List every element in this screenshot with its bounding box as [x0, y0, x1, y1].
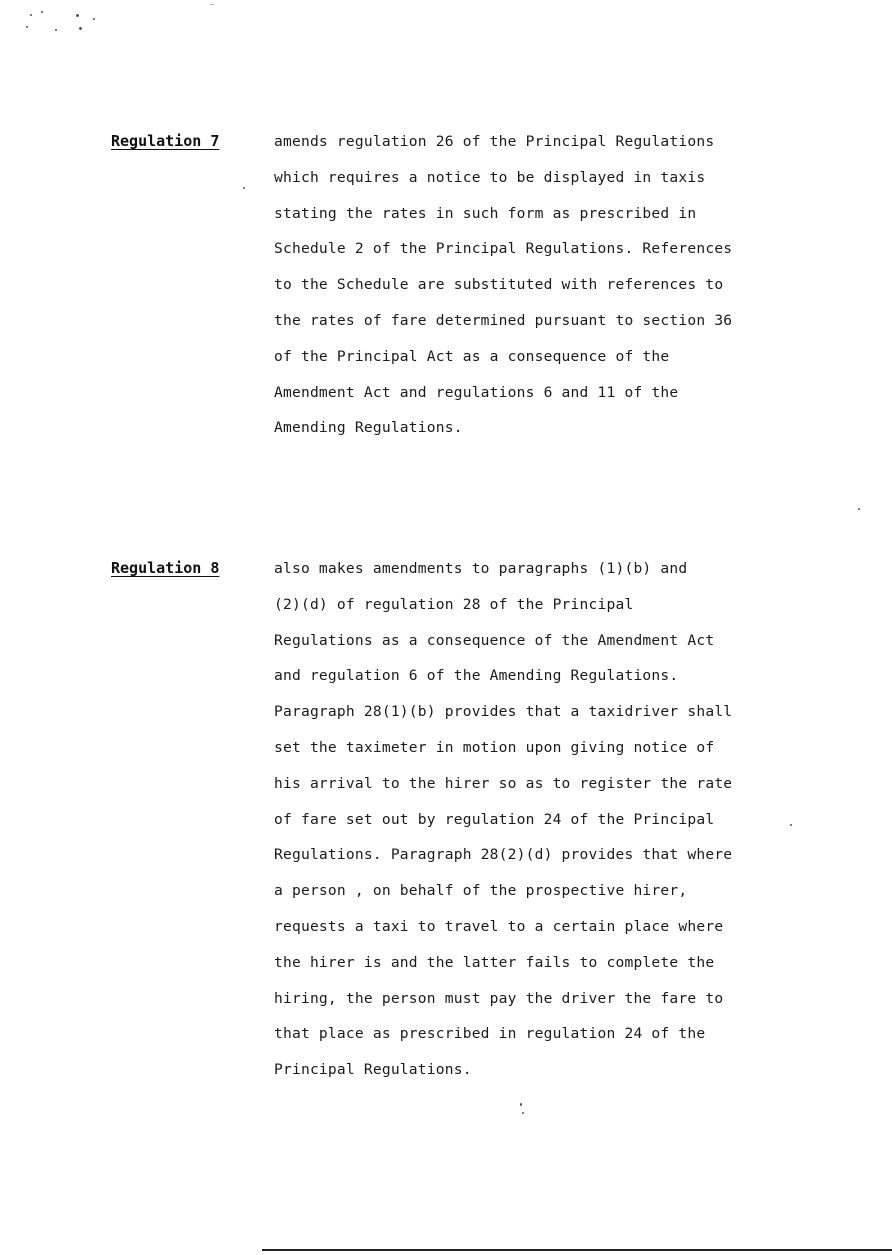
text-line: which requires a notice to be displayed in taxis: [274, 168, 706, 186]
regulation-8-heading: Regulation 8: [111, 559, 220, 577]
text-line: his arrival to the hirer so as to register the rate: [274, 774, 733, 792]
text-line: hiring, the person must pay the driver the fare to: [274, 989, 724, 1007]
text-line: also makes amendments to paragraphs (1)(b) and: [274, 560, 688, 577]
text-line: Regulations. Paragraph 28(2)(d) provides that where: [274, 846, 733, 864]
text-line: to the Schedule are substituted with references to: [274, 276, 724, 294]
text-line: Amendment Act and regulations 6 and 11 of the: [274, 383, 679, 401]
scan-speck: [26, 26, 28, 28]
text-line: that place as prescribed in regulation 24 of the: [274, 1025, 706, 1043]
text-line: stating the rates in such form as prescribed in: [274, 204, 697, 222]
regulation-7-body: [274, 124, 834, 446]
text-line: and regulation 6 of the Amending Regulations.: [274, 667, 679, 685]
text-line: set the taximeter in motion upon giving notice of: [274, 738, 715, 756]
regulation-7-heading: Regulation 7: [111, 132, 220, 150]
scan-speck: [93, 18, 95, 20]
scan-speck: [522, 1112, 524, 1114]
scan-edge-bottom: [262, 1249, 892, 1251]
text-line: Amending Regulations.: [274, 419, 463, 437]
scan-speck: [76, 14, 79, 17]
scan-speck: [243, 187, 245, 189]
regulation-8-body: [274, 551, 834, 1088]
text-line: the rates of fare determined pursuant to section 36: [274, 311, 733, 329]
text-line: Schedule 2 of the Principal Regulations. References: [274, 240, 733, 258]
text-line: of fare set out by regulation 24 of the Principal: [274, 810, 715, 828]
scan-speck: [858, 508, 860, 510]
scan-mark-top: [210, 4, 214, 5]
text-line: Paragraph 28(1)(b) provides that a taxidriver shall: [274, 703, 733, 721]
text-line: (2)(d) of regulation 28 of the Principal: [274, 595, 634, 613]
text-line: the hirer is and the latter fails to complete the: [274, 953, 715, 971]
text-line: Regulations as a consequence of the Amendment Act: [274, 631, 715, 649]
text-line: amends regulation 26 of the Principal Regulations: [274, 133, 715, 150]
text-line: of the Principal Act as a consequence of the: [274, 347, 670, 365]
scan-speck: [41, 11, 43, 13]
scan-speck: [79, 27, 82, 30]
scan-speck: [55, 29, 57, 31]
scan-speck: [520, 1103, 522, 1106]
scan-speck: [30, 14, 32, 16]
text-line: requests a taxi to travel to a certain place where: [274, 917, 724, 935]
text-line: a person , on behalf of the prospective hirer,: [274, 882, 688, 900]
text-line: Principal Regulations.: [274, 1061, 472, 1079]
